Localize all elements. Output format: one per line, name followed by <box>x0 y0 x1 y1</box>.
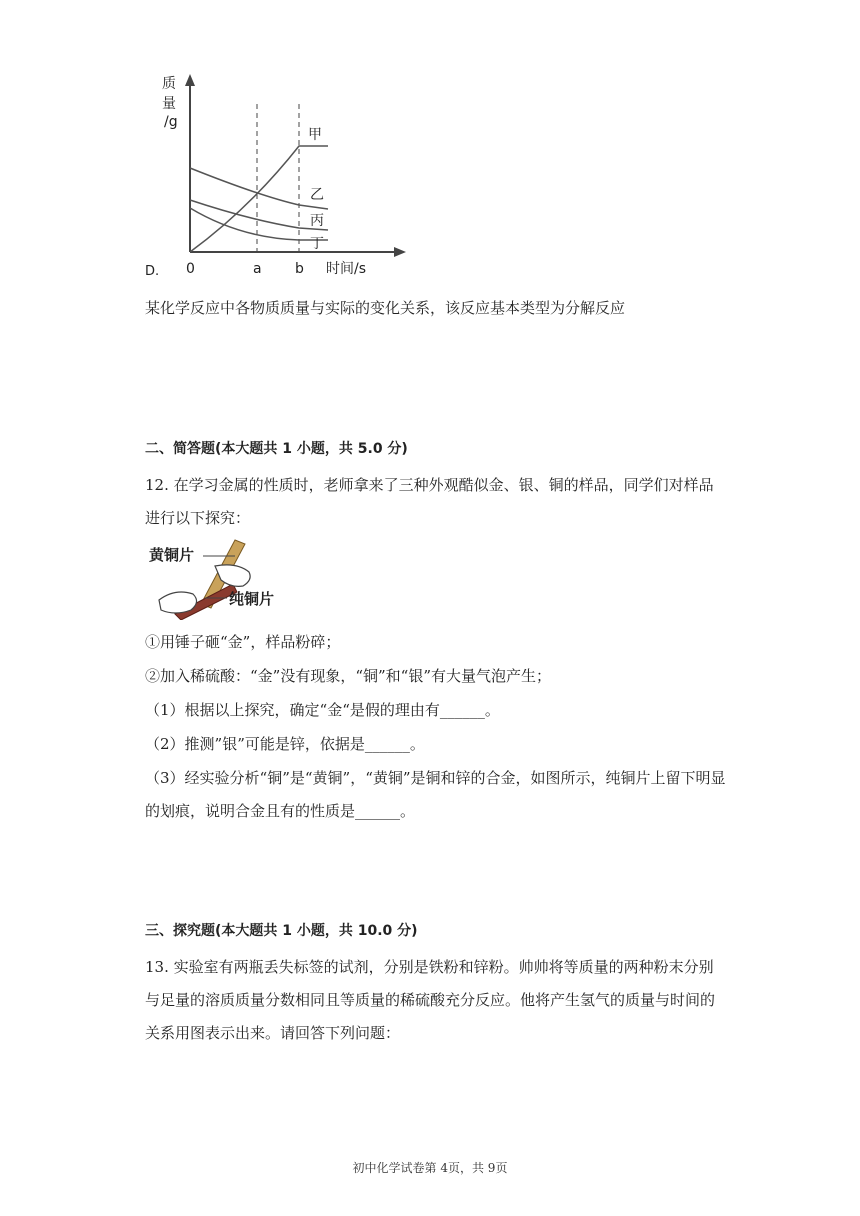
page-footer: 初中化学试卷第 4页，共 9页 <box>352 1161 508 1175</box>
tick-0: 0 <box>186 261 195 277</box>
q12-step1: ①用锤子砸“金”，样品粉碎； <box>145 633 341 651</box>
q12-sub2: （2）推测”银”可能是锌，依据是______。 <box>145 735 425 753</box>
q12-sub1: （1）根据以上探究，确定“金“是假的理由有______。 <box>145 701 500 719</box>
y-axis-label-2: 量 <box>162 96 176 112</box>
y-axis-label-3: /g <box>164 114 178 130</box>
brass-copper-illustration <box>145 536 285 620</box>
section2-header: 二、简答题(本大题共 1 小题，共 5.0 分) <box>145 441 408 457</box>
q12-line1: 12. 在学习金属的性质时，老师拿来了三种外观酷似金、银、铜的样品，同学们对样品 <box>145 476 714 494</box>
series-label-jia: 甲 <box>308 127 322 143</box>
x-axis-arrow <box>394 247 406 257</box>
option-d-label: D. <box>145 264 160 279</box>
q13-line1: 13. 实验室有两瓶丢失标签的试剂，分别是铁粉和锌粉。帅帅将等质量的两种粉末分别 <box>145 958 714 976</box>
q13-line3: 关系用图表示出来。请回答下列问题： <box>145 1024 401 1042</box>
tick-b: b <box>295 261 304 277</box>
curve-yi <box>190 168 328 209</box>
y-axis-arrow <box>185 74 195 86</box>
mass-time-graph <box>150 68 420 280</box>
option-d-description: 某化学反应中各物质质量与实际的变化关系，该反应基本类型为分解反应 <box>145 299 626 317</box>
section3-header: 三、探究题(本大题共 1 小题，共 10.0 分) <box>145 923 418 939</box>
x-axis-label: 时间/s <box>326 261 367 277</box>
q12-sub3-line2: 的划痕，说明合金且有的性质是______。 <box>145 802 416 820</box>
q12-step2: ②加入稀硫酸：“金”没有现象，“铜”和“银”有大量气泡产生； <box>145 667 552 685</box>
q12-line2: 进行以下探究： <box>145 509 251 527</box>
series-label-yi: 乙 <box>310 187 324 203</box>
series-label-ding: 丁 <box>310 236 324 252</box>
series-label-bing: 丙 <box>310 213 324 229</box>
brass-label: 黄铜片 <box>149 546 195 564</box>
curve-jia <box>190 146 328 252</box>
copper-label: 纯铜片 <box>229 590 275 608</box>
curve-bing <box>190 200 328 230</box>
q12-sub3-line1: （3）经实验分析“铜”是“黄铜”，“黄铜”是铜和锌的合金，如图所示，纯铜片上留下明显 <box>145 769 726 787</box>
y-axis-label-1: 质 <box>162 76 176 92</box>
tick-a: a <box>253 261 262 277</box>
q13-line2: 与足量的溶质质量分数相同且等质量的稀硫酸充分反应。他将产生氢气的质量与时间的 <box>145 991 716 1009</box>
